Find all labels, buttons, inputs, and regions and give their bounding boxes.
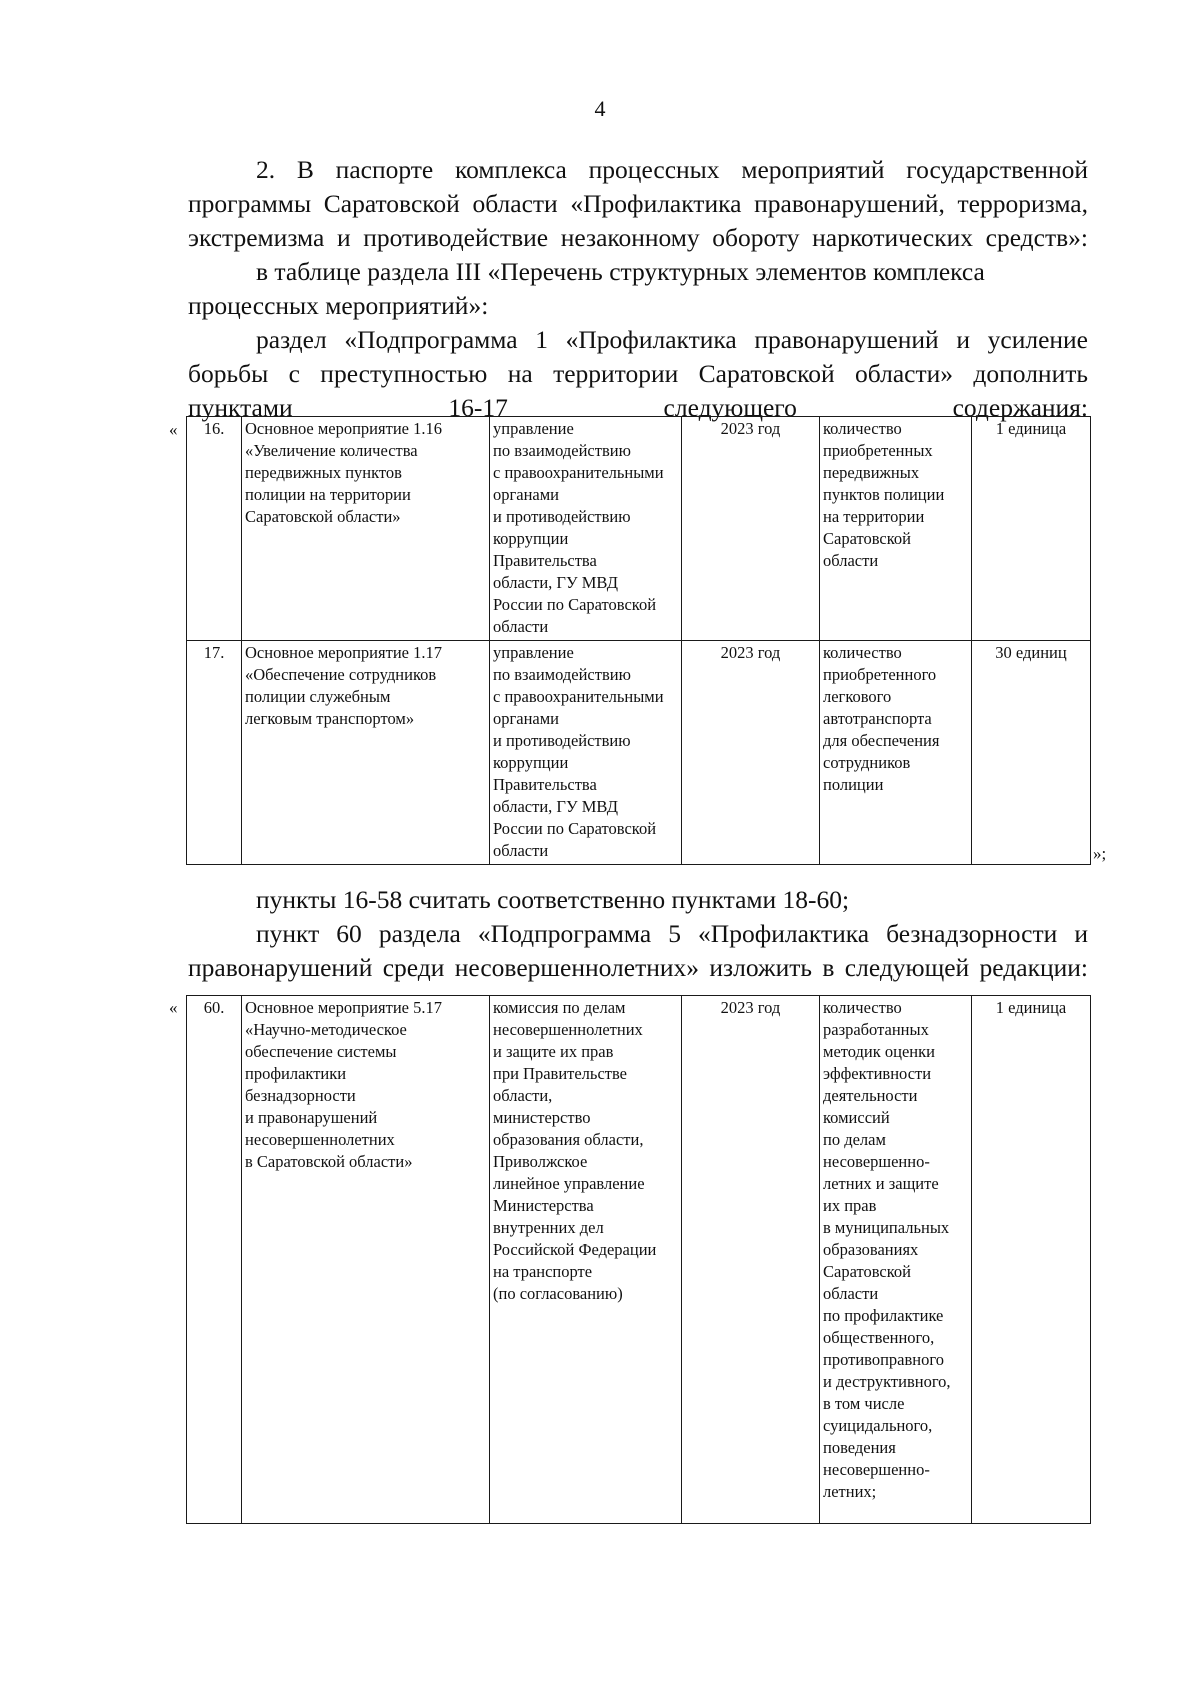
table-row — [187, 996, 1091, 1524]
cell-line: (по согласованию) — [493, 1284, 623, 1303]
responsible-cell — [490, 641, 682, 865]
cell-line: области — [493, 617, 549, 636]
cell-line: и противодействию — [493, 731, 631, 750]
cell-line: деятельности — [823, 1086, 918, 1105]
cell-line: образования области, — [493, 1130, 644, 1149]
amendment-table-2 — [186, 995, 1091, 1524]
cell-line: по взаимодействию — [493, 441, 631, 460]
cell-line: и правонарушений — [245, 1108, 378, 1127]
cell-line: профилактики — [245, 1064, 347, 1083]
cell-line: области, ГУ МВД — [493, 797, 619, 816]
cell-line: несовершенно- — [823, 1152, 930, 1171]
cell-line: Министерства — [493, 1196, 594, 1215]
cell-line: при Правительстве — [493, 1064, 627, 1083]
cell-line: области — [493, 841, 549, 860]
cell-line: управление — [493, 419, 574, 438]
cell-line: несовершеннолетних — [245, 1130, 395, 1149]
cell-line: Приволжское — [493, 1152, 588, 1171]
cell-line: Российской Федерации — [493, 1240, 657, 1259]
cell-line: линейное управление — [493, 1174, 645, 1193]
cell-line: Правительства — [493, 551, 597, 570]
cell-line: по взаимодействию — [493, 665, 631, 684]
cell-line: летних и защите — [823, 1174, 939, 1193]
value-cell: 1 единица — [972, 996, 1091, 1524]
cell-line: «Обеспечение сотрудников — [245, 665, 437, 684]
event-cell — [242, 641, 490, 865]
page-number: 4 — [594, 96, 606, 121]
indicator-cell — [820, 641, 972, 865]
cell-line: на территории — [823, 507, 925, 526]
cell-line: Правительства — [493, 775, 597, 794]
cell-line: и деструктивного, — [823, 1372, 951, 1391]
cell-line: Основное мероприятие 5.17 — [245, 998, 442, 1017]
cell-line: «Научно-методическое — [245, 1020, 407, 1039]
cell-line: их прав — [823, 1196, 877, 1215]
cell-line: пунктов полиции — [823, 485, 945, 504]
cell-line: общественного, — [823, 1328, 935, 1347]
cell-line: полиции — [823, 775, 884, 794]
cell-line: России по Саратовской — [493, 595, 657, 614]
cell-line: на транспорте — [493, 1262, 593, 1281]
cell-line: комиссий — [823, 1108, 890, 1127]
cell-line: области — [823, 551, 879, 570]
value-cell: 30 единиц — [972, 641, 1091, 865]
year-cell: 2023 год — [682, 417, 820, 641]
event-cell — [242, 417, 490, 641]
cell-line: методик оценки — [823, 1042, 935, 1061]
cell-line: поведения — [823, 1438, 896, 1457]
cell-line: приобретенного — [823, 665, 937, 684]
cell-line: противоправного — [823, 1350, 944, 1369]
middle-paragraph-1: пункты 16-58 считать соответственно пунктами 18-60; — [256, 885, 850, 914]
event-cell — [242, 996, 490, 1524]
cell-line: коррупции — [493, 529, 569, 548]
cell-line: в том числе — [823, 1394, 905, 1413]
table1-open-quote: « — [169, 420, 178, 439]
intro-paragraph-2: в таблице раздела III «Перечень структурных элементов комплекса процессных мероприятий»: — [188, 257, 985, 320]
table2-open-quote: « — [169, 998, 178, 1017]
cell-line: «Увеличение количества — [245, 441, 418, 460]
cell-line: органами — [493, 485, 560, 504]
middle-block — [188, 883, 1088, 985]
indicator-cell — [820, 996, 972, 1524]
cell-line: в Саратовской области» — [245, 1152, 413, 1171]
cell-line: суицидального, — [823, 1416, 933, 1435]
cell-line: России по Саратовской — [493, 819, 657, 838]
cell-line: сотрудников — [823, 753, 911, 772]
cell-line: несовершеннолетних — [493, 1020, 643, 1039]
cell-line: эффективности — [823, 1064, 932, 1083]
table1-close-quote: »; — [1093, 844, 1107, 863]
cell-line: в муниципальных — [823, 1218, 950, 1237]
indicator-cell — [820, 417, 972, 641]
cell-line: передвижных — [823, 463, 920, 482]
cell-line: области, ГУ МВД — [493, 573, 619, 592]
year-cell: 2023 год — [682, 996, 820, 1524]
cell-line: безнадзорности — [245, 1086, 356, 1105]
cell-line: Саратовской — [823, 529, 911, 548]
intro-paragraph-3: раздел «Подпрограмма 1 «Профилактика правонарушений и усиление борьбы с преступностью на территории Саратовской области» дополнить пунктами 16-17 следующего содержания: — [188, 325, 1088, 422]
intro-block — [188, 153, 1088, 425]
cell-line: легковым транспортом» — [245, 709, 415, 728]
cell-line: Саратовской — [823, 1262, 911, 1281]
cell-line: комиссия по делам — [493, 998, 626, 1017]
cell-line: разработанных — [823, 1020, 929, 1039]
intro-paragraph-1: 2. В паспорте комплекса процессных мероприятий государственной программы Саратовской области «Профилактика правонарушений, терроризма, экстремизма и противодействие незаконному обороту наркотических средств»: — [188, 155, 1088, 252]
cell-line: Саратовской области» — [245, 507, 401, 526]
cell-line: коррупции — [493, 753, 569, 772]
responsible-cell — [490, 996, 682, 1524]
cell-line: с правоохранительными — [493, 687, 664, 706]
row-number: 60. — [187, 996, 242, 1524]
cell-line: и противодействию — [493, 507, 631, 526]
table-row — [187, 641, 1091, 865]
cell-line: и защите их прав — [493, 1042, 614, 1061]
cell-line: с правоохранительными — [493, 463, 664, 482]
cell-line: летних; — [823, 1482, 877, 1501]
cell-line: органами — [493, 709, 560, 728]
cell-line: области, — [493, 1086, 553, 1105]
cell-line: полиции служебным — [245, 687, 391, 706]
cell-line: автотранспорта — [823, 709, 932, 728]
cell-line: для обеспечения — [823, 731, 940, 750]
cell-line: образованиях — [823, 1240, 919, 1259]
cell-line: по профилактике — [823, 1306, 944, 1325]
cell-line: несовершенно- — [823, 1460, 930, 1479]
responsible-cell — [490, 417, 682, 641]
cell-line: передвижных пунктов — [245, 463, 402, 482]
cell-line: по делам — [823, 1130, 886, 1149]
cell-line: количество — [823, 419, 902, 438]
cell-line: легкового — [823, 687, 892, 706]
cell-line: полиции на территории — [245, 485, 411, 504]
amendment-table-1 — [186, 416, 1091, 865]
cell-line: управление — [493, 643, 574, 662]
cell-line: Основное мероприятие 1.17 — [245, 643, 442, 662]
cell-line: министерство — [493, 1108, 591, 1127]
cell-line: Основное мероприятие 1.16 — [245, 419, 442, 438]
middle-paragraph-2: пункт 60 раздела «Подпрограмма 5 «Профилактика безнадзорности и правонарушений среди несовершеннолетних» изложить в следующей редакции: — [188, 919, 1088, 982]
value-cell: 1 единица — [972, 417, 1091, 641]
cell-line: внутренних дел — [493, 1218, 604, 1237]
cell-line: приобретенных — [823, 441, 933, 460]
table-row — [187, 417, 1091, 641]
row-number: 17. — [187, 641, 242, 865]
year-cell: 2023 год — [682, 641, 820, 865]
row-number: 16. — [187, 417, 242, 641]
cell-line: количество — [823, 998, 902, 1017]
cell-line: области — [823, 1284, 879, 1303]
cell-line: количество — [823, 643, 902, 662]
cell-line: обеспечение системы — [245, 1042, 397, 1061]
